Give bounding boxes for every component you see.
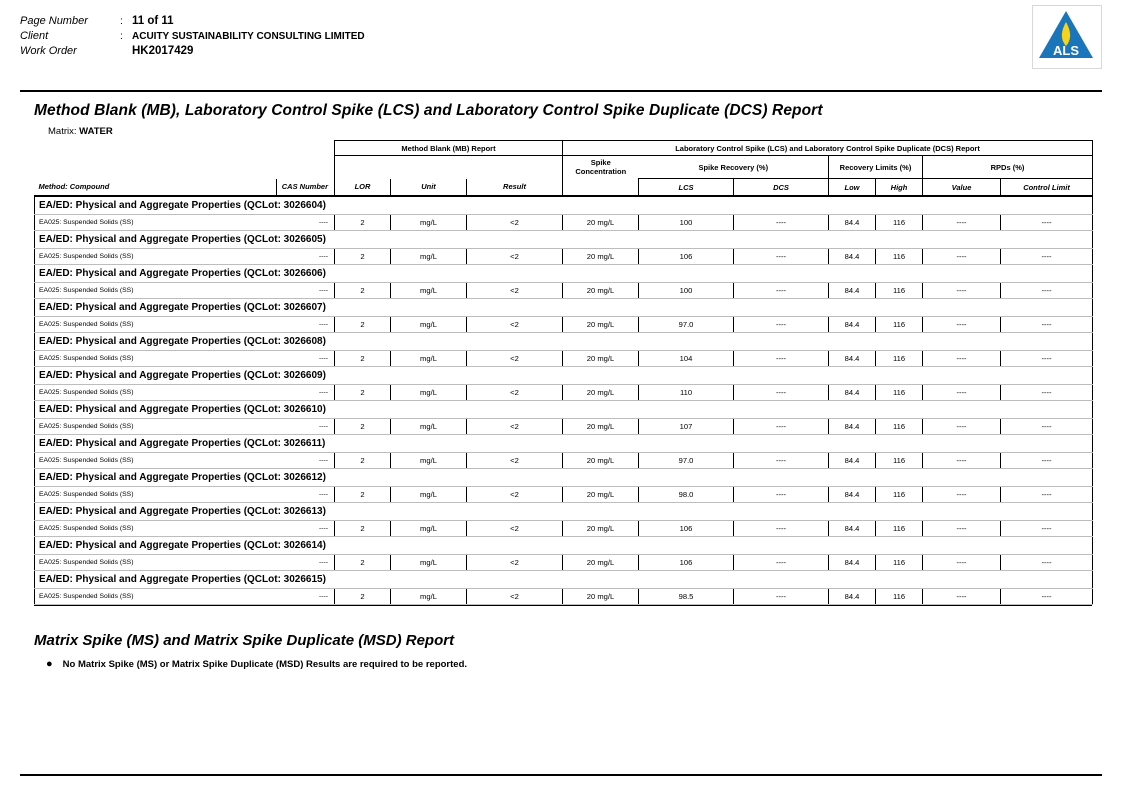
cell-value: ----	[923, 317, 1001, 333]
cell-lor: 2	[335, 487, 391, 503]
col-compound: Method: Compound	[35, 179, 277, 197]
qc-group-row	[35, 265, 1093, 283]
cell-low: 84.4	[829, 317, 876, 333]
cell-spike-concentration: 20 mg/L	[563, 589, 639, 605]
footer-divider	[20, 774, 1102, 776]
table-row	[35, 385, 1093, 401]
table-row	[35, 351, 1093, 367]
mb-group-header: Method Blank (MB) Report	[335, 141, 563, 156]
cell-control-limit: ----	[1001, 351, 1093, 367]
qc-group-row	[35, 231, 1093, 249]
cell-result: <2	[467, 487, 563, 503]
cell-lcs: 97.0	[639, 317, 734, 333]
cell-spike-concentration: 20 mg/L	[563, 385, 639, 401]
cell-result: <2	[467, 317, 563, 333]
cell-lor: 2	[335, 589, 391, 605]
qc-group-title: EA/ED: Physical and Aggregate Properties (QCLot: 3026605)	[35, 231, 1093, 249]
cell-low: 84.4	[829, 589, 876, 605]
page-number-colon: :	[120, 15, 123, 27]
cell-low: 84.4	[829, 385, 876, 401]
cell-dcs: ----	[734, 419, 829, 435]
qc-group-row	[35, 333, 1093, 351]
cell-lor: 2	[335, 351, 391, 367]
cell-control-limit: ----	[1001, 283, 1093, 299]
cell-spike-concentration: 20 mg/L	[563, 521, 639, 537]
cell-unit: mg/L	[391, 351, 467, 367]
cell-lcs: 100	[639, 283, 734, 299]
table-row	[35, 419, 1093, 435]
cell-spike-concentration: 20 mg/L	[563, 249, 639, 265]
cell-lcs: 97.0	[639, 453, 734, 469]
cell-result: <2	[467, 283, 563, 299]
cell-unit: mg/L	[391, 487, 467, 503]
cell-dcs: ----	[734, 589, 829, 605]
cell-value: ----	[923, 589, 1001, 605]
sub-header-row	[35, 156, 1093, 179]
table-row	[35, 215, 1093, 231]
svg-text:ALS: ALS	[1053, 43, 1079, 58]
col-unit: Unit	[391, 179, 467, 197]
cell-spike-concentration: 20 mg/L	[563, 487, 639, 503]
cell-low: 84.4	[829, 351, 876, 367]
table-bottom-border	[34, 605, 1092, 606]
cell-low: 84.4	[829, 453, 876, 469]
als-logo	[1032, 5, 1102, 69]
cell-result: <2	[467, 555, 563, 571]
cell-control-limit: ----	[1001, 249, 1093, 265]
table-row	[35, 283, 1093, 299]
cell-compound: EA025: Suspended Solids (SS)	[35, 249, 277, 265]
cell-cas-number: ----	[277, 453, 335, 469]
cell-high: 116	[876, 317, 923, 333]
table-body	[35, 196, 1093, 605]
cell-result: <2	[467, 589, 563, 605]
cell-cas-number: ----	[277, 385, 335, 401]
qc-group-row	[35, 537, 1093, 555]
cell-spike-concentration: 20 mg/L	[563, 453, 639, 469]
cell-high: 116	[876, 555, 923, 571]
cell-compound: EA025: Suspended Solids (SS)	[35, 283, 277, 299]
cell-lor: 2	[335, 521, 391, 537]
col-lcs: LCS	[639, 179, 734, 197]
cell-cas-number: ----	[277, 351, 335, 367]
cell-control-limit: ----	[1001, 317, 1093, 333]
table-head	[35, 141, 1093, 197]
table-row	[35, 317, 1093, 333]
spike-conc-line1: Spike	[590, 158, 611, 168]
cell-cas-number: ----	[277, 249, 335, 265]
matrix-line	[48, 126, 1102, 137]
cell-unit: mg/L	[391, 215, 467, 231]
cell-high: 116	[876, 419, 923, 435]
cell-lor: 2	[335, 453, 391, 469]
cell-dcs: ----	[734, 385, 829, 401]
cell-control-limit: ----	[1001, 521, 1093, 537]
cell-cas-number: ----	[277, 487, 335, 503]
cell-value: ----	[923, 487, 1001, 503]
qc-group-title: EA/ED: Physical and Aggregate Properties (QCLot: 3026604)	[35, 196, 1093, 215]
cell-dcs: ----	[734, 283, 829, 299]
col-value: Value	[923, 179, 1001, 197]
col-high: High	[876, 179, 923, 197]
cell-compound: EA025: Suspended Solids (SS)	[35, 589, 277, 605]
cell-compound: EA025: Suspended Solids (SS)	[35, 419, 277, 435]
col-spike-concentration	[563, 179, 639, 197]
cell-result: <2	[467, 351, 563, 367]
cell-high: 116	[876, 453, 923, 469]
table-row	[35, 249, 1093, 265]
cell-control-limit: ----	[1001, 487, 1093, 503]
cell-lcs: 107	[639, 419, 734, 435]
table-row	[35, 589, 1093, 605]
cell-control-limit: ----	[1001, 215, 1093, 231]
cell-value: ----	[923, 521, 1001, 537]
qc-group-title: EA/ED: Physical and Aggregate Properties (QCLot: 3026608)	[35, 333, 1093, 351]
qc-group-row	[35, 196, 1093, 215]
cell-result: <2	[467, 385, 563, 401]
client-value: ACUITY SUSTAINABILITY CONSULTING LIMITED	[132, 31, 365, 42]
qc-group-title: EA/ED: Physical and Aggregate Properties (QCLot: 3026613)	[35, 503, 1093, 521]
header-meta	[20, 14, 1102, 59]
qc-group-row	[35, 435, 1093, 453]
cell-control-limit: ----	[1001, 419, 1093, 435]
als-logo-graphic	[1033, 6, 1099, 66]
cell-dcs: ----	[734, 555, 829, 571]
cell-value: ----	[923, 385, 1001, 401]
cell-dcs: ----	[734, 249, 829, 265]
cell-value: ----	[923, 249, 1001, 265]
page-number-label: Page Number	[20, 15, 88, 27]
cell-cas-number: ----	[277, 521, 335, 537]
cell-lor: 2	[335, 215, 391, 231]
page-header	[20, 0, 1102, 86]
ms-msd-note	[46, 659, 1102, 670]
cell-control-limit: ----	[1001, 453, 1093, 469]
cell-spike-concentration: 20 mg/L	[563, 317, 639, 333]
cell-dcs: ----	[734, 487, 829, 503]
cell-lor: 2	[335, 555, 391, 571]
cell-value: ----	[923, 453, 1001, 469]
col-result: Result	[467, 179, 563, 197]
cell-compound: EA025: Suspended Solids (SS)	[35, 317, 277, 333]
cell-low: 84.4	[829, 419, 876, 435]
header-divider	[20, 90, 1102, 92]
cell-unit: mg/L	[391, 419, 467, 435]
qc-group-title: EA/ED: Physical and Aggregate Properties (QCLot: 3026607)	[35, 299, 1093, 317]
ms-msd-note-text: No Matrix Spike (MS) or Matrix Spike Duplicate (MSD) Results are required to be reported.	[62, 659, 468, 670]
table-row	[35, 555, 1093, 571]
cell-high: 116	[876, 589, 923, 605]
column-header-row	[35, 179, 1093, 197]
cell-high: 116	[876, 351, 923, 367]
col-control-limit: Control Limit	[1001, 179, 1093, 197]
spike-recovery-header: Spike Recovery (%)	[639, 156, 829, 179]
cell-cas-number: ----	[277, 419, 335, 435]
cell-value: ----	[923, 215, 1001, 231]
cell-dcs: ----	[734, 317, 829, 333]
work-order-value: HK2017429	[132, 45, 194, 57]
qc-group-row	[35, 367, 1093, 385]
cell-unit: mg/L	[391, 453, 467, 469]
qc-group-title: EA/ED: Physical and Aggregate Properties (QCLot: 3026611)	[35, 435, 1093, 453]
cell-unit: mg/L	[391, 521, 467, 537]
cell-cas-number: ----	[277, 283, 335, 299]
cell-result: <2	[467, 419, 563, 435]
cell-spike-concentration: 20 mg/L	[563, 351, 639, 367]
cell-compound: EA025: Suspended Solids (SS)	[35, 555, 277, 571]
header-meta-row	[20, 44, 1102, 59]
cell-compound: EA025: Suspended Solids (SS)	[35, 487, 277, 503]
cell-unit: mg/L	[391, 283, 467, 299]
client-label: Client	[20, 30, 49, 42]
qc-group-row	[35, 299, 1093, 317]
cell-high: 116	[876, 215, 923, 231]
cell-lcs: 100	[639, 215, 734, 231]
cell-dcs: ----	[734, 351, 829, 367]
matrix-label: Matrix:	[48, 126, 77, 137]
table-row	[35, 487, 1093, 503]
cell-unit: mg/L	[391, 385, 467, 401]
lcs-group-header: Laboratory Control Spike (LCS) and Laboratory Control Spike Duplicate (DCS) Report	[563, 141, 1093, 156]
cell-result: <2	[467, 453, 563, 469]
cell-low: 84.4	[829, 249, 876, 265]
matrix-value: WATER	[79, 126, 113, 137]
qc-group-title: EA/ED: Physical and Aggregate Properties (QCLot: 3026612)	[35, 469, 1093, 487]
spike-concentration-header	[563, 156, 639, 179]
cell-lcs: 106	[639, 555, 734, 571]
col-low: Low	[829, 179, 876, 197]
cell-unit: mg/L	[391, 249, 467, 265]
cell-high: 116	[876, 283, 923, 299]
cell-result: <2	[467, 521, 563, 537]
cell-cas-number: ----	[277, 555, 335, 571]
cell-unit: mg/L	[391, 317, 467, 333]
table-row	[35, 521, 1093, 537]
cell-unit: mg/L	[391, 589, 467, 605]
cell-lor: 2	[335, 249, 391, 265]
cell-cas-number: ----	[277, 589, 335, 605]
cell-lor: 2	[335, 283, 391, 299]
qc-group-row	[35, 401, 1093, 419]
cell-lcs: 110	[639, 385, 734, 401]
cell-compound: EA025: Suspended Solids (SS)	[35, 215, 277, 231]
work-order-label: Work Order	[20, 45, 77, 57]
cell-compound: EA025: Suspended Solids (SS)	[35, 453, 277, 469]
cell-high: 116	[876, 385, 923, 401]
qc-group-title: EA/ED: Physical and Aggregate Properties (QCLot: 3026610)	[35, 401, 1093, 419]
cell-unit: mg/L	[391, 555, 467, 571]
cell-low: 84.4	[829, 555, 876, 571]
cell-low: 84.4	[829, 487, 876, 503]
cell-result: <2	[467, 215, 563, 231]
client-colon: :	[120, 30, 123, 42]
cell-spike-concentration: 20 mg/L	[563, 283, 639, 299]
cell-control-limit: ----	[1001, 555, 1093, 571]
cell-result: <2	[467, 249, 563, 265]
rpds-header: RPDs (%)	[923, 156, 1093, 179]
cell-cas-number: ----	[277, 317, 335, 333]
col-cas-number: CAS Number	[277, 179, 335, 197]
cell-value: ----	[923, 419, 1001, 435]
header-meta-row	[20, 29, 1102, 44]
cell-value: ----	[923, 555, 1001, 571]
cell-dcs: ----	[734, 453, 829, 469]
qc-group-row	[35, 503, 1093, 521]
cell-compound: EA025: Suspended Solids (SS)	[35, 351, 277, 367]
qc-group-title: EA/ED: Physical and Aggregate Properties (QCLot: 3026614)	[35, 537, 1093, 555]
cell-control-limit: ----	[1001, 385, 1093, 401]
bullet-icon: ●	[46, 658, 53, 670]
cell-spike-concentration: 20 mg/L	[563, 215, 639, 231]
page-number-value: 11 of 11	[132, 15, 174, 27]
col-dcs: DCS	[734, 179, 829, 197]
recovery-limits-header: Recovery Limits (%)	[829, 156, 923, 179]
cell-high: 116	[876, 521, 923, 537]
cell-spike-concentration: 20 mg/L	[563, 555, 639, 571]
group-header-row	[35, 141, 1093, 156]
page-title: Method Blank (MB), Laboratory Control Spike (LCS) and Laboratory Control Spike Duplicate (DCS) Report	[34, 102, 823, 119]
cell-high: 116	[876, 487, 923, 503]
cell-lcs: 98.5	[639, 589, 734, 605]
cell-compound: EA025: Suspended Solids (SS)	[35, 521, 277, 537]
cell-lor: 2	[335, 385, 391, 401]
cell-spike-concentration: 20 mg/L	[563, 419, 639, 435]
cell-low: 84.4	[829, 283, 876, 299]
qc-group-row	[35, 571, 1093, 589]
header-meta-row	[20, 14, 1102, 29]
cell-value: ----	[923, 283, 1001, 299]
qc-group-title: EA/ED: Physical and Aggregate Properties (QCLot: 3026615)	[35, 571, 1093, 589]
cell-dcs: ----	[734, 521, 829, 537]
col-lor: LOR	[335, 179, 391, 197]
cell-lcs: 106	[639, 521, 734, 537]
cell-dcs: ----	[734, 215, 829, 231]
cell-lcs: 104	[639, 351, 734, 367]
qc-group-title: EA/ED: Physical and Aggregate Properties (QCLot: 3026609)	[35, 367, 1093, 385]
cell-cas-number: ----	[277, 215, 335, 231]
table-row	[35, 453, 1093, 469]
cell-high: 116	[876, 249, 923, 265]
spike-conc-line2: Concentration	[575, 167, 627, 177]
cell-lor: 2	[335, 317, 391, 333]
cell-low: 84.4	[829, 215, 876, 231]
qc-group-title: EA/ED: Physical and Aggregate Properties (QCLot: 3026606)	[35, 265, 1093, 283]
ms-msd-title: Matrix Spike (MS) and Matrix Spike Duplicate (MSD) Report	[34, 632, 455, 649]
cell-value: ----	[923, 351, 1001, 367]
cell-lor: 2	[335, 419, 391, 435]
qc-results-table	[34, 140, 1093, 605]
cell-low: 84.4	[829, 521, 876, 537]
cell-lcs: 98.0	[639, 487, 734, 503]
cell-control-limit: ----	[1001, 589, 1093, 605]
cell-lcs: 106	[639, 249, 734, 265]
qc-group-row	[35, 469, 1093, 487]
cell-compound: EA025: Suspended Solids (SS)	[35, 385, 277, 401]
